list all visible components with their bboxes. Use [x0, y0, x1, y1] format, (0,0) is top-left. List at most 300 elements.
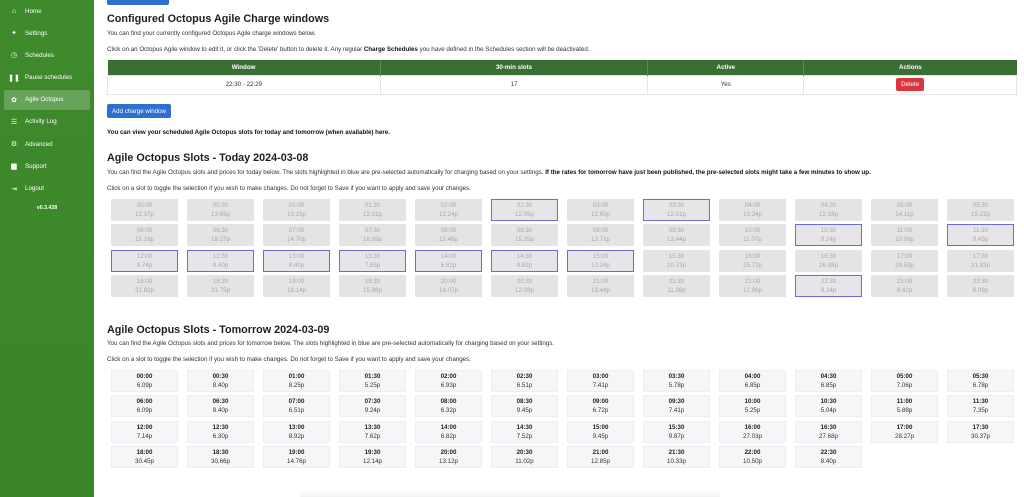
tomorrow-slot-0430[interactable]: [795, 370, 862, 392]
slot-price: 14.76p: [287, 458, 306, 466]
today-slots-grid: [111, 199, 1017, 297]
slot-time: 06:00: [136, 227, 153, 235]
slot-time: 14:30: [516, 423, 533, 431]
today-slot-0630[interactable]: [187, 224, 254, 246]
tomorrow-slot-0400[interactable]: [719, 370, 786, 392]
tomorrow-slot-1730[interactable]: [947, 421, 1014, 443]
tomorrow-slot-0800[interactable]: [415, 395, 482, 417]
slot-price: 31.33p: [971, 261, 990, 269]
slot-time: 11:00: [896, 227, 913, 235]
tomorrow-slot-1130[interactable]: [947, 395, 1014, 417]
slot-time: 04:00: [744, 202, 761, 209]
slot-time: 15:30: [668, 423, 685, 431]
slot-time: 17:00: [896, 252, 913, 260]
slot-price: 8.92p: [288, 432, 305, 440]
tomorrow-slot-0100[interactable]: [263, 370, 330, 392]
header-active: Active: [648, 60, 804, 75]
slot-time: 02:00: [440, 373, 457, 380]
configured-windows-desc: You can find your currently configured Octopus Agile charge windows below.: [107, 30, 316, 37]
slot-time: 19:30: [364, 449, 381, 457]
tomorrow-slot-1500[interactable]: [567, 421, 634, 443]
slot-time: 06:30: [212, 227, 229, 235]
tomorrow-slot-1330[interactable]: [339, 421, 406, 443]
slot-time: 06:00: [136, 398, 153, 406]
slot-price: 8.25p: [288, 382, 305, 389]
today-slot-0130[interactable]: [339, 199, 406, 221]
slot-time: 16:00: [744, 423, 761, 431]
sidebar-item-pause-schedules[interactable]: [4, 68, 90, 88]
slot-price: 8.40p: [212, 261, 229, 269]
slot-price: 6.09p: [972, 287, 989, 295]
slot-price: 18.14p: [287, 287, 306, 295]
today-slot-0500[interactable]: [871, 199, 938, 221]
tomorrow-slot-0700[interactable]: [263, 395, 330, 417]
today-slot-1700[interactable]: [871, 250, 938, 272]
today-slot-1600[interactable]: [719, 250, 786, 272]
today-slot-1500[interactable]: [567, 250, 634, 272]
tomorrow-slot-0630[interactable]: [187, 395, 254, 417]
slot-price: 13.44p: [591, 287, 610, 295]
tomorrow-slot-1930[interactable]: [339, 446, 406, 468]
tomorrow-slot-1700[interactable]: [871, 421, 938, 443]
slot-time: 07:00: [288, 398, 305, 406]
slot-time: 20:30: [516, 278, 533, 286]
today-slots-desc: [107, 169, 871, 176]
tomorrow-slots-instructions: Click on a slot to toggle the selection if you wish to make changes. Do not forget to Save if you want to apply and save your changes.: [107, 356, 471, 363]
slot-price: 5.88p: [896, 407, 913, 415]
today-slot-1530[interactable]: [643, 250, 710, 272]
tomorrow-slot-1900[interactable]: [263, 446, 330, 468]
slot-time: 12:30: [212, 252, 229, 260]
sidebar-nav: [0, 1, 94, 201]
today-slot-2330[interactable]: [947, 275, 1014, 297]
slot-price: 9.45p: [592, 432, 609, 440]
today-slot-1000[interactable]: [719, 224, 786, 246]
today-slot-0430[interactable]: [795, 199, 862, 221]
today-slot-1630[interactable]: [795, 250, 862, 272]
slot-time: 02:00: [440, 202, 457, 209]
tomorrow-slot-1830[interactable]: [187, 446, 254, 468]
today-slot-1300[interactable]: [263, 250, 330, 272]
today-slot-1800[interactable]: [111, 275, 178, 297]
today-slot-0930[interactable]: [643, 224, 710, 246]
today-slot-1830[interactable]: [187, 275, 254, 297]
slot-time: 04:30: [820, 202, 837, 209]
slot-price: 15.25p: [515, 236, 534, 244]
slot-price: 8.42p: [896, 287, 913, 295]
slot-time: 00:00: [136, 373, 153, 380]
slot-time: 05:00: [896, 202, 913, 209]
slot-time: 07:30: [364, 227, 381, 235]
slot-price: 31.82p: [135, 287, 154, 295]
slot-price: 28.59p: [895, 261, 914, 269]
today-slot-2000[interactable]: [415, 275, 482, 297]
slot-time: 08:30: [516, 227, 533, 235]
tomorrow-slots-title: Agile Octopus Slots - Tomorrow 2024-03-09: [107, 324, 330, 336]
today-desc-bold: If the rates for tomorrow have just been published, the pre-selected slots might take a few minutes to show up.: [545, 169, 871, 176]
today-slot-1900[interactable]: [263, 275, 330, 297]
slot-price: 10.50p: [743, 458, 762, 466]
slot-time: 01:30: [364, 373, 381, 380]
today-slot-2100[interactable]: [567, 275, 634, 297]
slot-price: 13.44p: [667, 236, 686, 244]
slot-price: 9.24p: [364, 407, 381, 415]
today-slot-0600[interactable]: [111, 224, 178, 246]
today-slot-1200[interactable]: [111, 250, 178, 272]
tomorrow-slot-2230[interactable]: [795, 446, 862, 468]
slot-price: 12.60p: [591, 211, 610, 218]
slot-time: 19:00: [288, 449, 305, 457]
tomorrow-slot-0930[interactable]: [643, 395, 710, 417]
slot-price: 6.85p: [820, 382, 837, 389]
slot-price: 7.06p: [896, 382, 913, 389]
today-slot-0830[interactable]: [491, 224, 558, 246]
today-slot-0030[interactable]: [187, 199, 254, 221]
today-slot-0530[interactable]: [947, 199, 1014, 221]
tomorrow-slot-0730[interactable]: [339, 395, 406, 417]
today-slot-0200[interactable]: [415, 199, 482, 221]
today-slot-0730[interactable]: [339, 224, 406, 246]
slot-price: 30.37p: [971, 432, 990, 440]
slot-time: 16:30: [820, 252, 837, 260]
slot-time: 13:00: [288, 252, 305, 260]
slot-time: 17:00: [896, 423, 913, 431]
slot-time: 00:30: [212, 202, 229, 209]
sidebar-item-home[interactable]: [4, 1, 90, 21]
today-slot-0230[interactable]: [491, 199, 558, 221]
slot-price: 25.72p: [743, 261, 762, 269]
slot-time: 04:30: [820, 373, 837, 380]
today-slot-0400[interactable]: [719, 199, 786, 221]
slot-price: 9.82p: [516, 261, 533, 269]
slot-price: 30.45p: [135, 458, 154, 466]
slot-time: 19:00: [288, 278, 305, 286]
gear-icon: ⚙: [10, 141, 18, 149]
slot-time: 08:00: [440, 398, 457, 406]
clock-icon: ◷: [10, 52, 18, 60]
slot-time: 10:00: [744, 227, 761, 235]
slot-price: 30.66p: [211, 458, 230, 466]
slot-price: 12.31p: [363, 211, 382, 218]
today-slot-2300[interactable]: [871, 275, 938, 297]
home-icon: ⌂: [11, 7, 17, 15]
slot-time: 07:00: [288, 227, 305, 235]
sidebar-item-schedules[interactable]: [4, 45, 90, 65]
slot-time: 00:30: [212, 373, 229, 380]
today-slot-1100[interactable]: [871, 224, 938, 246]
sidebar-item-label: Schedules: [25, 51, 54, 59]
tomorrow-slot-2100[interactable]: [567, 446, 634, 468]
header-window: Window: [108, 60, 381, 75]
slot-price: 13.71p: [591, 236, 610, 244]
slot-price: 7.62p: [364, 432, 381, 440]
slot-price: 6.82p: [440, 432, 457, 440]
slot-price: 15.22p: [971, 211, 990, 218]
slot-time: 12:00: [136, 423, 153, 431]
slot-price: 8.40p: [212, 407, 229, 415]
slot-time: 15:00: [592, 252, 609, 260]
sidebar-item-label: Advanced: [25, 140, 53, 148]
slot-time: 02:30: [516, 202, 533, 209]
tomorrow-slot-1800[interactable]: [111, 446, 178, 468]
slot-price: 11.36p: [667, 287, 686, 295]
slot-price: 31.75p: [211, 287, 230, 295]
today-slot-1430[interactable]: [491, 250, 558, 272]
today-slots-title: Agile Octopus Slots - Today 2024-03-08: [107, 152, 309, 164]
tomorrow-slot-1000[interactable]: [719, 395, 786, 417]
slot-time: 09:00: [592, 227, 609, 235]
sidebar-item-logout[interactable]: [4, 179, 90, 199]
slot-time: 13:00: [288, 423, 305, 431]
slot-time: 05:30: [972, 202, 989, 209]
slot-price: 6.72p: [592, 407, 609, 415]
tomorrow-slot-2030[interactable]: [491, 446, 558, 468]
slot-price: 12.18p: [819, 211, 838, 218]
slot-price: 13.12p: [439, 458, 458, 466]
slot-price: 12.01p: [667, 211, 686, 218]
tomorrow-slot-2200[interactable]: [719, 446, 786, 468]
today-slot-1400[interactable]: [415, 250, 482, 272]
slot-time: 01:00: [288, 202, 305, 209]
octopus-icon: ✿: [11, 96, 17, 104]
tomorrow-slot-1230[interactable]: [187, 421, 254, 443]
slot-time: 21:30: [668, 278, 685, 286]
tomorrow-slot-1530[interactable]: [643, 421, 710, 443]
slot-time: 03:00: [592, 373, 609, 380]
slot-time: 00:00: [136, 202, 153, 209]
slot-time: 21:00: [592, 449, 609, 457]
slot-price: 6.51p: [288, 407, 305, 415]
today-slot-1230[interactable]: [187, 250, 254, 272]
pause-icon: ❚❚: [8, 74, 20, 82]
slot-price: 6.93p: [440, 382, 457, 389]
today-slot-1030[interactable]: [795, 224, 862, 246]
tomorrow-slot-2000[interactable]: [415, 446, 482, 468]
tomorrow-slot-0300[interactable]: [567, 370, 634, 392]
slot-time: 14:30: [516, 252, 533, 260]
slot-price: 6.32p: [440, 407, 457, 415]
slot-time: 10:30: [820, 227, 837, 235]
tomorrow-slot-0530[interactable]: [947, 370, 1014, 392]
slot-time: 15:30: [668, 252, 685, 260]
slot-time: 17:30: [972, 423, 989, 431]
today-slot-0100[interactable]: [263, 199, 330, 221]
today-slot-0300[interactable]: [567, 199, 634, 221]
slot-time: 12:00: [136, 252, 153, 260]
slot-price: 6.78p: [972, 382, 989, 389]
slot-time: 23:30: [972, 278, 989, 286]
today-desc-text: You can find the Agile Octopus slots and prices for today below. The slots highlighted in blue are pre-selected automatically for charging based on your settings.: [107, 169, 546, 176]
sidebar-item-agile-octopus[interactable]: [4, 90, 90, 110]
slot-time: 06:30: [212, 398, 229, 406]
tomorrow-slot-1300[interactable]: [263, 421, 330, 443]
slot-time: 20:30: [516, 449, 533, 457]
slot-price: 9.45p: [516, 407, 533, 415]
slot-price: 12.96p: [743, 287, 762, 295]
slot-time: 22:00: [744, 449, 761, 457]
slot-price: 8.40p: [212, 382, 229, 389]
slot-price: 12.37p: [135, 211, 154, 218]
slot-price: 9.74p: [136, 261, 153, 269]
slot-price: 9.45p: [972, 236, 989, 244]
tomorrow-slot-0600[interactable]: [111, 395, 178, 417]
slot-time: 18:00: [136, 449, 153, 457]
slot-price: 9.87p: [668, 432, 685, 440]
slot-time: 21:00: [592, 278, 609, 286]
delete-button[interactable]: Delete: [896, 78, 924, 91]
today-slot-0330[interactable]: [643, 199, 710, 221]
slot-time: 10:30: [820, 398, 837, 406]
slot-price: 7.41p: [592, 382, 609, 389]
sidebar-item-activity-log[interactable]: [4, 112, 90, 132]
today-slot-1930[interactable]: [339, 275, 406, 297]
today-slot-2230[interactable]: [795, 275, 862, 297]
slot-price: 12.85p: [591, 458, 610, 466]
bottom-save-bar: [300, 490, 720, 497]
slot-price: 27.03p: [743, 432, 762, 440]
tomorrow-slot-0030[interactable]: [187, 370, 254, 392]
slot-time: 18:30: [212, 449, 229, 457]
settings-icon: ✦: [11, 30, 17, 38]
header-actions: Actions: [804, 60, 1017, 75]
sidebar-item-label: Pause schedules: [25, 74, 73, 82]
sidebar-item-label: Support: [25, 162, 47, 170]
slot-time: 20:00: [440, 449, 457, 457]
slot-price: 28.27p: [895, 432, 914, 440]
slot-price: 7.35p: [972, 407, 989, 415]
configured-windows-instructions: [107, 46, 590, 53]
sidebar-item-label: Logout: [25, 185, 44, 192]
slot-price: 6.85p: [744, 382, 761, 389]
slot-price: 27.68p: [819, 432, 838, 440]
slot-price: 5.25p: [744, 407, 761, 415]
slot-price: 12.14p: [363, 458, 382, 466]
slot-price: 9.24p: [820, 236, 837, 244]
slot-price: 6.82p: [440, 261, 457, 269]
slot-price: 11.02p: [515, 458, 534, 466]
today-slot-1730[interactable]: [947, 250, 1014, 272]
slot-time: 13:30: [364, 252, 381, 260]
slot-price: 7.52p: [516, 432, 533, 440]
slot-price: 6.30p: [212, 432, 229, 440]
slot-price: 13.34p: [743, 211, 762, 218]
tomorrow-slot-0130[interactable]: [339, 370, 406, 392]
sidebar: [0, 0, 94, 497]
slot-time: 18:30: [212, 278, 229, 286]
tomorrow-slot-1430[interactable]: [491, 421, 558, 443]
tomorrow-slot-1600[interactable]: [719, 421, 786, 443]
tomorrow-slot-1100[interactable]: [871, 395, 938, 417]
today-slot-2200[interactable]: [719, 275, 786, 297]
sidebar-item-label: Home: [25, 7, 42, 15]
slot-price: 12.24p: [439, 211, 458, 218]
slot-time: 11:00: [896, 398, 913, 406]
view-slots-note: You can view your scheduled Agile Octopus slots for today and tomorrow (when available) here.: [107, 129, 390, 136]
today-slot-2130[interactable]: [643, 275, 710, 297]
sidebar-item-support[interactable]: [4, 156, 90, 176]
tomorrow-slot-0900[interactable]: [567, 395, 634, 417]
slot-price: 10.33p: [667, 458, 686, 466]
tomorrow-slot-2130[interactable]: [643, 446, 710, 468]
slot-time: 21:30: [668, 449, 685, 457]
table-row[interactable]: [108, 75, 1017, 94]
slot-time: 22:00: [744, 278, 761, 286]
slot-time: 03:00: [592, 202, 609, 209]
slot-price: 26.88p: [819, 261, 838, 269]
slot-time: 01:30: [364, 202, 381, 209]
cell-slots: 17: [380, 75, 648, 94]
slot-time: 03:30: [668, 373, 685, 380]
today-slot-0700[interactable]: [263, 224, 330, 246]
today-slots-instructions: Click on a slot to toggle the selection if you wish to make changes. Do not forget to Save if you want to apply and save your changes.: [107, 185, 471, 192]
top-button[interactable]: [107, 0, 169, 5]
cell-window[interactable]: 22:30 - 22:29: [108, 75, 381, 94]
slot-time: 09:30: [668, 398, 685, 406]
slot-price: 13.15p: [287, 211, 306, 218]
log-icon: ☰: [10, 118, 18, 126]
today-slot-1330[interactable]: [339, 250, 406, 272]
tomorrow-slot-0330[interactable]: [643, 370, 710, 392]
tomorrow-slot-0230[interactable]: [491, 370, 558, 392]
today-slot-1130[interactable]: [947, 224, 1014, 246]
cell-actions: [804, 75, 1017, 94]
tomorrow-slot-1400[interactable]: [415, 421, 482, 443]
today-slot-0000[interactable]: [111, 199, 178, 221]
slot-time: 12:30: [212, 423, 229, 431]
sidebar-item-advanced[interactable]: [4, 134, 90, 154]
slot-time: 11:30: [972, 398, 989, 406]
tomorrow-slot-0830[interactable]: [491, 395, 558, 417]
cell-active: Yes: [648, 75, 804, 94]
slot-price: 14.07p: [439, 287, 458, 295]
slot-price: 9.24p: [820, 287, 837, 295]
tomorrow-slots-grid: [111, 370, 1017, 468]
slot-price: 11.07p: [743, 236, 762, 244]
tomorrow-slot-0000[interactable]: [111, 370, 178, 392]
slot-price: 6.51p: [516, 382, 533, 389]
slot-time: 18:00: [136, 278, 153, 286]
slot-time: 16:00: [744, 252, 761, 260]
today-slot-0800[interactable]: [415, 224, 482, 246]
tomorrow-slot-0200[interactable]: [415, 370, 482, 392]
slot-time: 04:00: [744, 373, 761, 380]
slot-price: 15.48p: [439, 236, 458, 244]
sidebar-item-settings[interactable]: [4, 23, 90, 43]
table-header-row: [108, 60, 1017, 75]
sidebar-item-label: Agile Octopus: [25, 96, 64, 104]
tomorrow-slot-1630[interactable]: [795, 421, 862, 443]
slot-time: 09:00: [592, 398, 609, 406]
tomorrow-slot-1030[interactable]: [795, 395, 862, 417]
add-charge-window-button[interactable]: Add charge window: [107, 104, 171, 118]
slot-time: 11:30: [972, 227, 989, 235]
slot-price: 8.40p: [288, 261, 305, 269]
slot-time: 14:00: [440, 423, 457, 431]
today-slot-2030[interactable]: [491, 275, 558, 297]
slot-price: 8.40p: [820, 458, 837, 466]
today-slot-0900[interactable]: [567, 224, 634, 246]
configured-windows-title: Configured Octopus Agile Charge windows: [107, 13, 330, 25]
charge-windows-table: [107, 60, 1017, 95]
slot-price: 12.05p: [515, 211, 534, 218]
tomorrow-slot-0500[interactable]: [871, 370, 938, 392]
instructions-text-end: you have defined in the Schedules section will be deactivated.: [417, 46, 590, 53]
slot-price: 12.08p: [515, 287, 534, 295]
slot-time: 14:00: [440, 252, 457, 260]
slot-time: 07:30: [364, 398, 381, 406]
tomorrow-slot-1200[interactable]: [111, 421, 178, 443]
charge-schedules-bold: Charge Schedules: [363, 46, 418, 53]
